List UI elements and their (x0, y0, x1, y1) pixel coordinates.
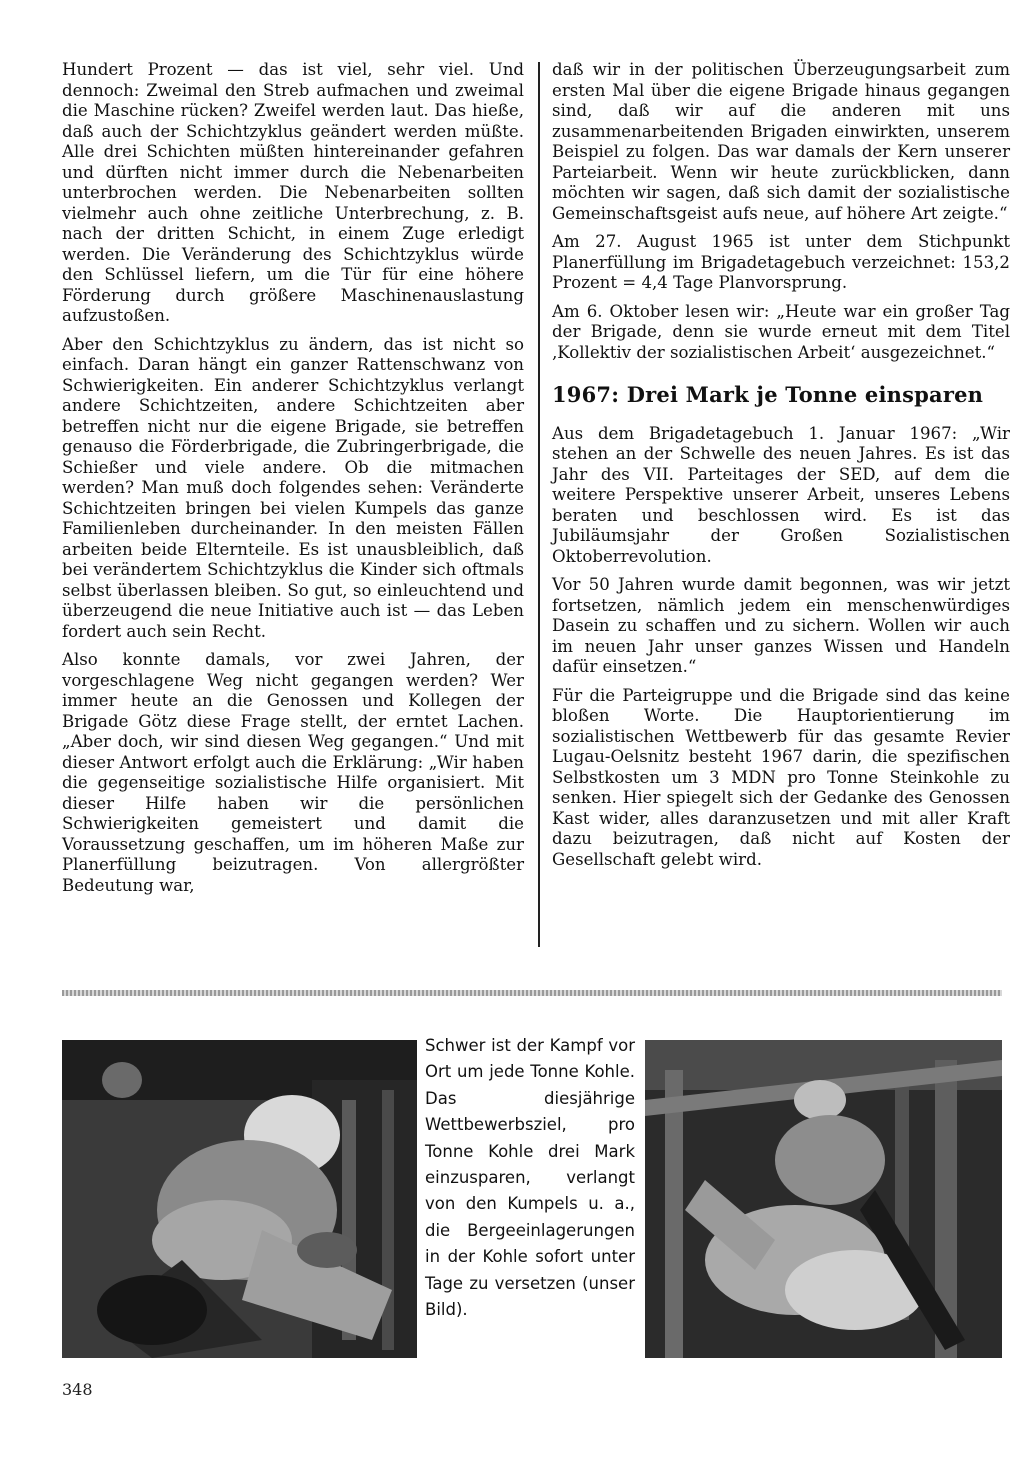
right-paragraph-6: Für die Parteigruppe und die Brigade sind das keine bloßen Worte. Die Hauptorientierung im sozialistischen Wettbewerb für das gesamte Revier Lugau-Oelsnitz besteht 1967 darin, die spezifischen Selbstkosten um 3 MDN pro Tonne Steinkohle zu senken. Hier spiegelt sich der Gedanke des Genossen Kast wider, alles daranzusetzen und mit aller Kraft dazu beizutragen, daß nicht auf Kosten der Gesellschaft gelebt wird. (552, 685, 1010, 869)
miner-photo-right-image (645, 1040, 1002, 1358)
miner-photo-left (62, 1040, 417, 1358)
right-paragraph-2: Am 27. August 1965 ist unter dem Stichpunkt Planerfüllung im Brigadetagebuch verzeichnet: 153,2 Prozent = 4,4 Tage Planvorsprung. (552, 232, 1010, 292)
column-divider (538, 62, 540, 947)
page-number: 348 (62, 1380, 93, 1399)
miner-photo-left-image (62, 1040, 417, 1358)
left-paragraph-2: Aber den Schichtzyklus zu ändern, das ist nicht so einfach. Daran hängt ein ganzer Rattenschwanz von Schwierigkeiten. Ein anderer Schichtzyklus verlangt andere Schichtzeiten, andere Schichtzeiten aber betreffen nicht nur die eigene Brigade, sie betreffen genauso die Förderbrigade, die Zubringerbrigade, die Schießer und viele andere. Ob die mitmachen werden? Man muß doch folgendes sehen: Veränderte Schichtzeiten bringen bei vielen Kumpels das ganze Familienleben durcheinander. In den meisten Fällen arbeiten beide Elternteile. Es ist unausbleiblich, daß bei verändertem Schichtzyklus die Kinder sich oftmals selbst überlassen bleiben. So gut, so einleuchtend und überzeugend die neue Initiative auch ist — das Leben fordert auch sein Recht. (62, 334, 524, 641)
right-paragraph-5: Vor 50 Jahren wurde damit begonnen, was wir jetzt fortsetzen, nämlich jedem ein menschenwürdiges Dasein zu schaffen und zu sichern. Wollen wir auch im neuen Jahr unser ganzes Wissen und Handeln dafür einsetzen.“ (552, 575, 1010, 676)
horizontal-divider (62, 990, 1002, 996)
right-column (552, 60, 1010, 878)
left-paragraph-1: Hundert Prozent — das ist viel, sehr viel. Und dennoch: Zweimal den Streb aufmachen und zweimal die Maschine rücken? Zweifel werden laut. Das hieße, daß auch der Schichtzyklus geändert werden müßte. Alle drei Schichten müßten hintereinander gefahren und dürften nicht immer durch die Nebenarbeiten unterbrochen werden. Die Nebenarbeiten sollten vielmehr auch ohne zeitliche Unterbrechung, z. B. nach der dritten Schicht, in einem Zuge erledigt werden. Die Veränderung des Schichtzyklus würde den Schlüssel liefern, um die Tür für eine höhere Förderung durch größere Maschinenauslastung aufzustoßen. (62, 60, 524, 325)
right-paragraph-3: Am 6. Oktober lesen wir: „Heute war ein großer Tag der Brigade, denn sie wurde erneut mit dem Titel ‚Kollektiv der sozialistischen Arbeit‘ ausgezeichnet.“ (552, 301, 1010, 362)
miner-photo-right (645, 1040, 1002, 1358)
section-heading: 1967: Drei Mark je Tonne einsparen (552, 382, 984, 407)
left-column (62, 60, 524, 904)
photo-caption: Schwer ist der Kampf vor Ort um jede Tonne Kohle. Das diesjährige Wettbewerbsziel, pro Tonne Kohle drei Mark einzusparen, verlangt von den Kumpels u. a., die Bergeeinlagerungen in der Kohle sofort unter Tage zu versetzen (unser Bild). (425, 1036, 635, 1320)
right-paragraph-1: daß wir in der politischen Überzeugungsarbeit zum ersten Mal über die eigene Brigade hinaus gegangen sind, daß wir auf die anderen mit uns zusammenarbeitenden Brigaden einwirkten, unserem Beispiel zu folgen. Das war damals der Kern unserer Parteiarbeit. Wenn wir heute zurückblicken, dann möchten wir sagen, daß sich damit der sozialistische Gemeinschaftsgeist aufs neue, auf höhere Art zeigte.“ (552, 60, 1010, 223)
left-paragraph-3: Also konnte damals, vor zwei Jahren, der vorgeschlagene Weg nicht gegangen werden? Wer immer heute an die Genossen und Kollegen der Brigade Götz diese Frage stellt, der erntet Lachen. „Aber doch, wir sind diesen Weg gegangen.“ Und mit dieser Antwort erfolgt auch die Erklärung: „Wir haben die gegenseitige sozialistische Hilfe organisiert. Mit dieser Hilfe haben wir die persönlichen Schwierigkeiten gemeistert und damit die Voraussetzung geschaffen, um im höheren Maße zur Planerfüllung beizutragen. Von allergrößter Bedeutung war, (62, 650, 524, 895)
right-paragraph-4: Aus dem Brigadetagebuch 1. Januar 1967: „Wir stehen an der Schwelle des neuen Jahres. Es ist das Jahr des VII. Parteitages der SED, auf dem die weitere Perspektive unserer Arbeit, unseres Lebens beraten und beschlossen wird. Es ist das Jubiläumsjahr der Großen Sozialistischen Oktoberrevolution. (552, 423, 1010, 566)
